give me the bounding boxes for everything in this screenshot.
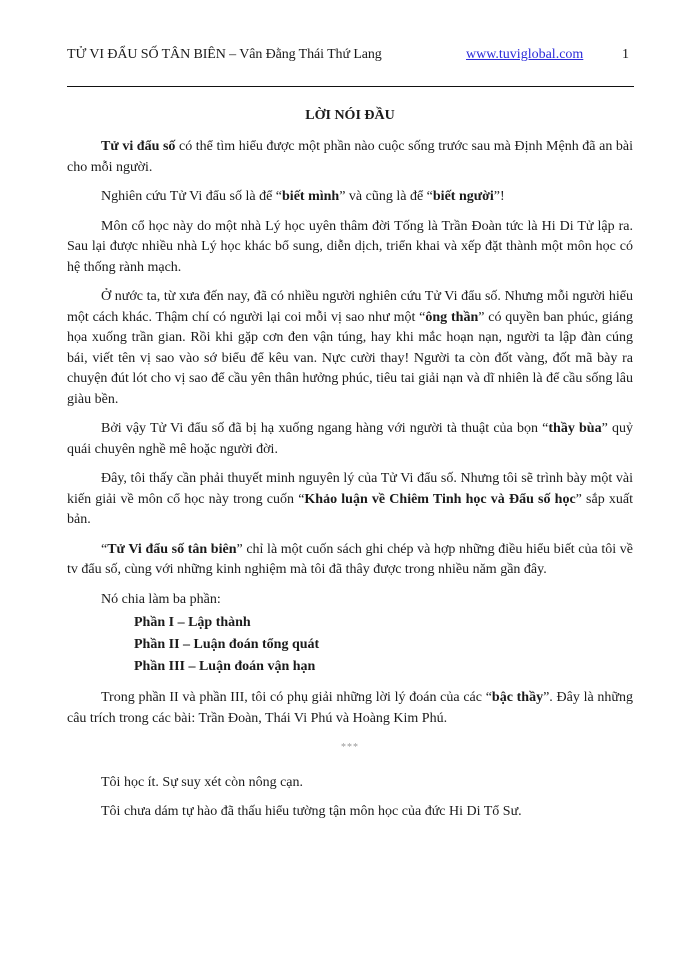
body-text: ” chỉ là một cuốn sách ghi chép và hợp những điều hiểu biết của tôi về tv đẩu số, cùng với những kinh nghiệm mà tôi đã thây được trong nhiều năm gần đây. bbox=[67, 541, 633, 577]
emphasis-text: biết người bbox=[432, 189, 494, 204]
website-link[interactable]: www.tuviglobal.com bbox=[466, 47, 584, 62]
section-separator: *** bbox=[341, 742, 359, 753]
emphasis-text: thầy bùa bbox=[548, 421, 602, 436]
body-text: Ở nước ta, từ xưa đến nay, đã có nhiều người nghiên cứu Tử Vi đẩu số. Nhưng mỗi người hiểu một cách khác. Thậm chí có người lại coi mỗi vị sao như một “ bbox=[67, 289, 633, 325]
emphasis-text: biết mình bbox=[282, 189, 340, 204]
body-text: ”. Đây là những câu trích trong các bài: Trần Đoàn, Thái Vi Phú và Hoàng Kim Phú. bbox=[67, 690, 633, 726]
emphasis-text: bậc thầy bbox=[491, 690, 544, 705]
paragraph bbox=[67, 469, 633, 531]
emphasis-text: Tử vi đẩu số bbox=[101, 139, 176, 154]
paragraph bbox=[67, 540, 633, 581]
body-text: Bởi vậy Tử Vi đẩu số đã bị hạ xuống ngang hàng với người tà thuật của bọn “ bbox=[101, 421, 549, 436]
body-text: ” quỷ quái chuyên nghề mê hoặc người đời. bbox=[67, 421, 633, 457]
document-body bbox=[67, 105, 633, 832]
emphasis-text: Tử Vi đẩu số tân biên bbox=[107, 541, 237, 557]
header-title: TỬ VI ĐẨU SỐ TÂN BIÊN – Vân Đằng Thái Thứ Lang bbox=[67, 47, 382, 62]
body-text: có thể tìm hiểu được một phần nào cuộc sống trước sau mà Định Mệnh đã an bài cho mỗi người. bbox=[67, 139, 633, 175]
body-text: Trong phần II và phần III, tôi có phụ giải những lời lý đoán của các “ bbox=[101, 690, 492, 705]
body-text: ”! bbox=[493, 189, 505, 204]
body-text: ” và cũng là để “ bbox=[339, 189, 433, 204]
page-number: 1 bbox=[622, 47, 629, 62]
body-text: ” có quyền ban phúc, giáng họa xuống trần gian. Rồi khi gặp cơn đen vận túng, hay khi mắc hoạn nạn, người ta lập đàn cúng bái, viết tên vị sao vào sớ biểu để kêu van. Nực cười thay! Người ta còn đốt vàng, đốt mã bày ra chuyện đút lót cho vị sao để cầu yên thân hưởng phúc, tiêu tai giải nạn và dĩ nhiên là để cầu sống lâu giàu bền. bbox=[67, 309, 633, 407]
body-text: ” sắp xuất bản. bbox=[67, 491, 634, 527]
parts-intro: Nó chia làm ba phần: bbox=[101, 591, 221, 607]
closing-line: Tôi học ít. Sự suy xét còn nông cạn. bbox=[101, 774, 304, 790]
paragraph-masters-quotes bbox=[67, 688, 633, 729]
paragraph bbox=[67, 217, 633, 279]
paragraph-group bbox=[67, 137, 633, 581]
header-divider bbox=[67, 86, 634, 87]
emphasis-text: Khảo luận về Chiêm Tinh học và Đẩu số học bbox=[304, 491, 576, 507]
document-title: LỜI NÓI ĐẦU bbox=[305, 108, 395, 123]
paragraph bbox=[67, 187, 633, 208]
body-text: Đây, tôi thấy cần phải thuyết minh nguyên lý của Tử Vi đẩu số. Nhưng tôi sẽ trình bày một vài kiến giải về môn cổ học này trong cuốn “ bbox=[67, 471, 633, 507]
paragraph bbox=[67, 137, 633, 178]
body-text: Môn cổ học này do một nhà Lý học uyên thâm đời Tống là Trần Đoàn tức là Hi Di Tử lập ra. Sau lại được nhiều nhà Lý học khác bổ sung, diễn dịch, triển khai và xếp đặt thành một môn học có hệ thống rành mạch. bbox=[67, 218, 633, 275]
page-header bbox=[67, 44, 634, 66]
body-text: Nghiên cứu Tử Vi đẩu số là để “ bbox=[101, 189, 283, 204]
part-item: Phần II – Luận đoán tổng quát bbox=[134, 637, 320, 652]
emphasis-text: ông thần bbox=[425, 309, 479, 325]
body-text: “ bbox=[101, 541, 108, 557]
paragraph bbox=[67, 419, 633, 460]
paragraph bbox=[67, 287, 633, 410]
part-item: Phần III – Luận đoán vận hạn bbox=[134, 659, 316, 674]
part-item: Phần I – Lập thành bbox=[134, 615, 251, 630]
parts-list bbox=[67, 612, 633, 678]
closing-line: Tôi chưa dám tự hào đã thấu hiểu tường tận môn học của đức Hi Di Tổ Sư. bbox=[101, 804, 522, 819]
